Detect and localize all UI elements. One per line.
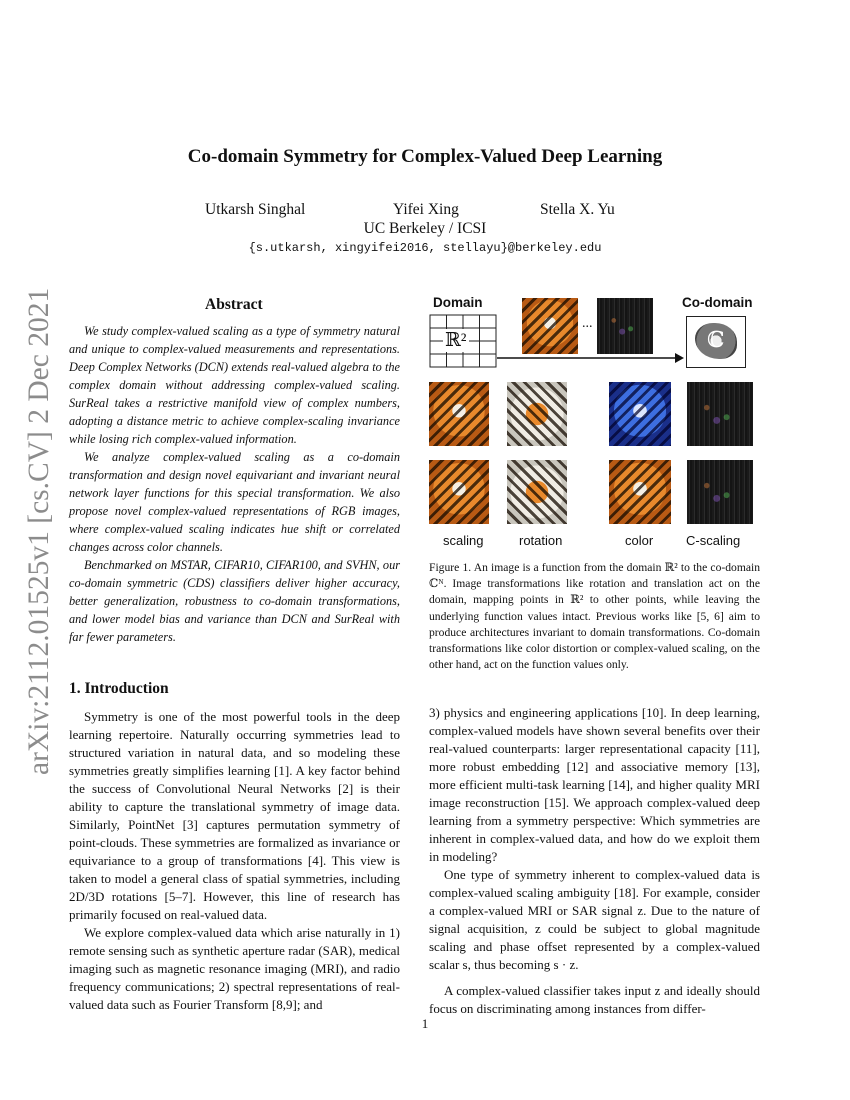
intro-paragraph: One type of symmetry inherent to complex-valued data is complex-valued scaling ambiguity [18]. For example, consider a complex-valued MRI or SAR signal z. Due to the nature of signal acquisition, z could be subject to global magnitude scaling and phase offset represented by a complex-valued scalar s, thus becoming s · z.	[429, 867, 760, 972]
figure-caption	[429, 560, 760, 673]
abstract-paragraph: We study complex-valued scaling as a type of symmetry natural and unique to complex-valued measurements and representations. Deep Complex Networks (DCN) extends real-valued algebra to the complex domain without addressing complex-valued scaling. SurReal takes a restrictive manifold view of complex numbers, adopting a distance metric to achieve complex-scaling invariance while losing rich complex-valued information.	[69, 324, 400, 446]
rotation-original-image	[507, 382, 567, 446]
scaling-original-image	[429, 382, 489, 446]
intro-paragraph: We explore complex-valued data which arise naturally in 1) remote sensing such as synthetic aperture radar (SAR), medical imaging such as magnetic resonance imaging (MRI), and radio frequency communications; 2) spectral representations of real-valued data such as Fourier Transform [8,9]; and	[69, 925, 400, 1012]
rotation-transformed-image	[507, 460, 567, 524]
color-original-image	[609, 382, 671, 446]
domain-label: Domain	[433, 295, 483, 310]
ellipsis: ...	[582, 316, 593, 331]
codomain-label: Co-domain	[682, 295, 753, 310]
abstract-paragraph: We analyze complex-valued scaling as a co-domain transformation and design novel equivariant and invariant neural network layer functions for this special transformation. We also propose novel complex-valued representations of RGB images, where complex-valued scaling indicates hue shift or correlated changes across color channels.	[69, 450, 400, 554]
paper-title: Co-domain Symmetry for Complex-Valued Deep Learning	[187, 146, 663, 167]
intro-paragraph: Symmetry is one of the most powerful tools in the deep learning repertoire. Naturally occurring symmetries lead to structured variation in natural data, and so modeling these symmetries greatly simplifies learning [1]. A key factor behind the success of Convolutional Neural Networks [2] is their ability to capture the translational symmetry of image data. Similarly, PointNet [3] captures permutation symmetry of point-clouds. These symmetries are formalized as invariance or equivariance to a group of transformations [4]. This view is taken to model a general class of spatial symmetries, including 2D/3D rotations [5–7]. However, this line of research has primarily focused on real-valued data.	[69, 709, 400, 922]
mapping-arrow	[495, 350, 685, 366]
abstract-body	[69, 322, 400, 646]
author-2: Yifei Xing	[393, 201, 459, 218]
introduction-left-column	[69, 708, 400, 1014]
figure-1	[429, 292, 760, 552]
label-rotation: rotation	[519, 533, 563, 548]
label-scaling: scaling	[443, 533, 484, 548]
author-emails: {s.utkarsh, xingyifei2016, stellayu}@berkeley.edu	[248, 241, 602, 255]
codomain-box	[686, 316, 746, 368]
affiliation: UC Berkeley / ICSI	[363, 220, 487, 237]
caption-lead: Figure 1.	[429, 561, 472, 574]
intro-paragraph: 3) physics and engineering applications [10]. In deep learning, complex-valued models have shown several benefits over their real-valued counterparts: larger representational capacity [11], more robust embedding [12] and associative memory [13], more efficient multi-task learning [14], and higher quality MRI image reconstruction [15]. We approach complex-valued deep learning from a symmetry perspective: Which symmetries are inherent in complex-valued data, and how do we exploit them in modeling?	[429, 705, 760, 864]
label-cscaling: C-scaling	[686, 533, 741, 548]
label-color: color	[625, 533, 654, 548]
abstract-paragraph: Benchmarked on MSTAR, CIFAR10, CIFAR100, and SVHN, our co-domain symmetric (CDS) classifiers deliver higher accuracy, better generalization, robustness to co-domain transformations, and lower model bias and variance than DCN and SurReal with far fewer parameters.	[69, 558, 400, 644]
author-3: Stella X. Yu	[540, 201, 615, 218]
codomain-symbol: ℂ	[707, 327, 725, 352]
page-number: 1	[421, 1016, 429, 1031]
cscaling-transformed-image	[687, 460, 753, 524]
scaling-transformed-image	[429, 460, 489, 524]
domain-symbol: ℝ²	[445, 330, 467, 351]
domain-image-noise	[597, 298, 653, 354]
cscaling-original-image	[687, 382, 753, 446]
author-1: Utkarsh Singhal	[205, 201, 306, 218]
domain-image-tiger	[522, 298, 578, 354]
introduction-right-column	[429, 704, 760, 1018]
caption-text: An image is a function from the domain ℝ² to the co-domain ℂᴺ. Image transformations like rotation and translation act on the domain, mapping points in ℝ² to other points, while leaving the underlying function values intact. Previous works like [5, 6] aim to produce architectures invariant to domain transformations. Co-domain transformations like color distortion or complex-valued scaling, on the other hand, act on the function values only.	[429, 561, 761, 672]
abstract-heading: Abstract	[205, 296, 263, 313]
arxiv-stamp: arXiv:2112.01525v1 [cs.CV] 2 Dec 2021	[23, 287, 55, 775]
introduction-heading: 1. Introduction	[69, 680, 169, 697]
intro-paragraph: A complex-valued classifier takes input z and ideally should focus on discriminating among instances from differ-	[429, 983, 760, 1016]
color-transformed-image	[609, 460, 671, 524]
